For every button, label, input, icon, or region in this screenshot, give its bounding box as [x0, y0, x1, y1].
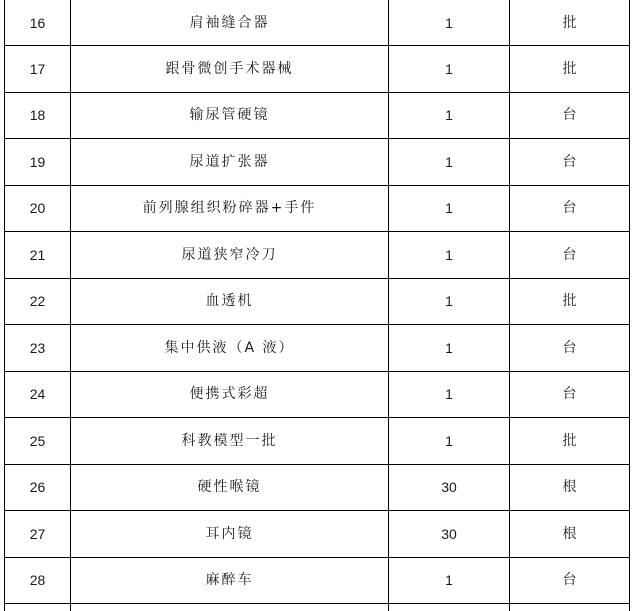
- item-unit: 根: [510, 511, 630, 558]
- item-number: 21: [5, 232, 71, 279]
- item-number: [5, 604, 71, 611]
- item-name: 前列腺组织粉碎器+手件: [71, 185, 389, 232]
- item-name: 科教模型一批: [71, 418, 389, 465]
- table-row: [5, 371, 630, 418]
- item-name: 血透机: [71, 278, 389, 325]
- table-row: [5, 46, 630, 93]
- item-name: 尿道狭窄冷刀: [71, 232, 389, 279]
- item-quantity: 1: [389, 232, 510, 279]
- item-quantity: 1: [389, 185, 510, 232]
- item-unit: 批: [510, 0, 630, 46]
- item-number: 16: [5, 0, 71, 46]
- item-number: 20: [5, 185, 71, 232]
- item-quantity: 1: [389, 418, 510, 465]
- item-quantity: 1: [389, 278, 510, 325]
- item-name: 肩袖缝合器: [71, 0, 389, 46]
- item-name: 跟骨微创手术器械: [71, 46, 389, 93]
- item-unit: 批: [510, 46, 630, 93]
- item-unit: 台: [510, 557, 630, 604]
- item-quantity: 1: [389, 46, 510, 93]
- item-unit: 台: [510, 232, 630, 279]
- item-unit: 台: [510, 139, 630, 186]
- item-unit: 台: [510, 185, 630, 232]
- item-quantity: 30: [389, 464, 510, 511]
- item-number: 27: [5, 511, 71, 558]
- item-name: 尿道扩张器: [71, 139, 389, 186]
- item-number: 19: [5, 139, 71, 186]
- table-row: [5, 278, 630, 325]
- item-number: 22: [5, 278, 71, 325]
- item-name: 耳内镜: [71, 511, 389, 558]
- table-row: [5, 604, 630, 611]
- item-quantity: 1: [389, 557, 510, 604]
- equipment-table: [4, 0, 630, 611]
- item-number: 18: [5, 92, 71, 139]
- item-unit: 批: [510, 418, 630, 465]
- item-quantity: 1: [389, 371, 510, 418]
- table-row: [5, 557, 630, 604]
- item-unit: 台: [510, 92, 630, 139]
- item-unit: [510, 604, 630, 611]
- item-number: 23: [5, 325, 71, 372]
- item-name: 集中供液（A 液）: [71, 325, 389, 372]
- table-row: [5, 139, 630, 186]
- item-number: 17: [5, 46, 71, 93]
- item-name: 便携式彩超: [71, 371, 389, 418]
- table-row: [5, 325, 630, 372]
- item-name: 输尿管硬镜: [71, 92, 389, 139]
- item-quantity: 30: [389, 511, 510, 558]
- item-number: 25: [5, 418, 71, 465]
- item-name: 麻醉车: [71, 557, 389, 604]
- item-quantity: 1: [389, 0, 510, 46]
- item-number: 24: [5, 371, 71, 418]
- table-row: [5, 418, 630, 465]
- item-unit: 根: [510, 464, 630, 511]
- table-row: [5, 92, 630, 139]
- item-name: [71, 604, 389, 611]
- item-unit: 台: [510, 325, 630, 372]
- table-row: [5, 0, 630, 46]
- item-quantity: 1: [389, 325, 510, 372]
- item-quantity: [389, 604, 510, 611]
- item-unit: 台: [510, 371, 630, 418]
- item-unit: 批: [510, 278, 630, 325]
- item-name: 硬性喉镜: [71, 464, 389, 511]
- table-row: [5, 464, 630, 511]
- table-row: [5, 185, 630, 232]
- item-quantity: 1: [389, 139, 510, 186]
- table-row: [5, 232, 630, 279]
- item-quantity: 1: [389, 92, 510, 139]
- item-number: 28: [5, 557, 71, 604]
- item-number: 26: [5, 464, 71, 511]
- table-row: [5, 511, 630, 558]
